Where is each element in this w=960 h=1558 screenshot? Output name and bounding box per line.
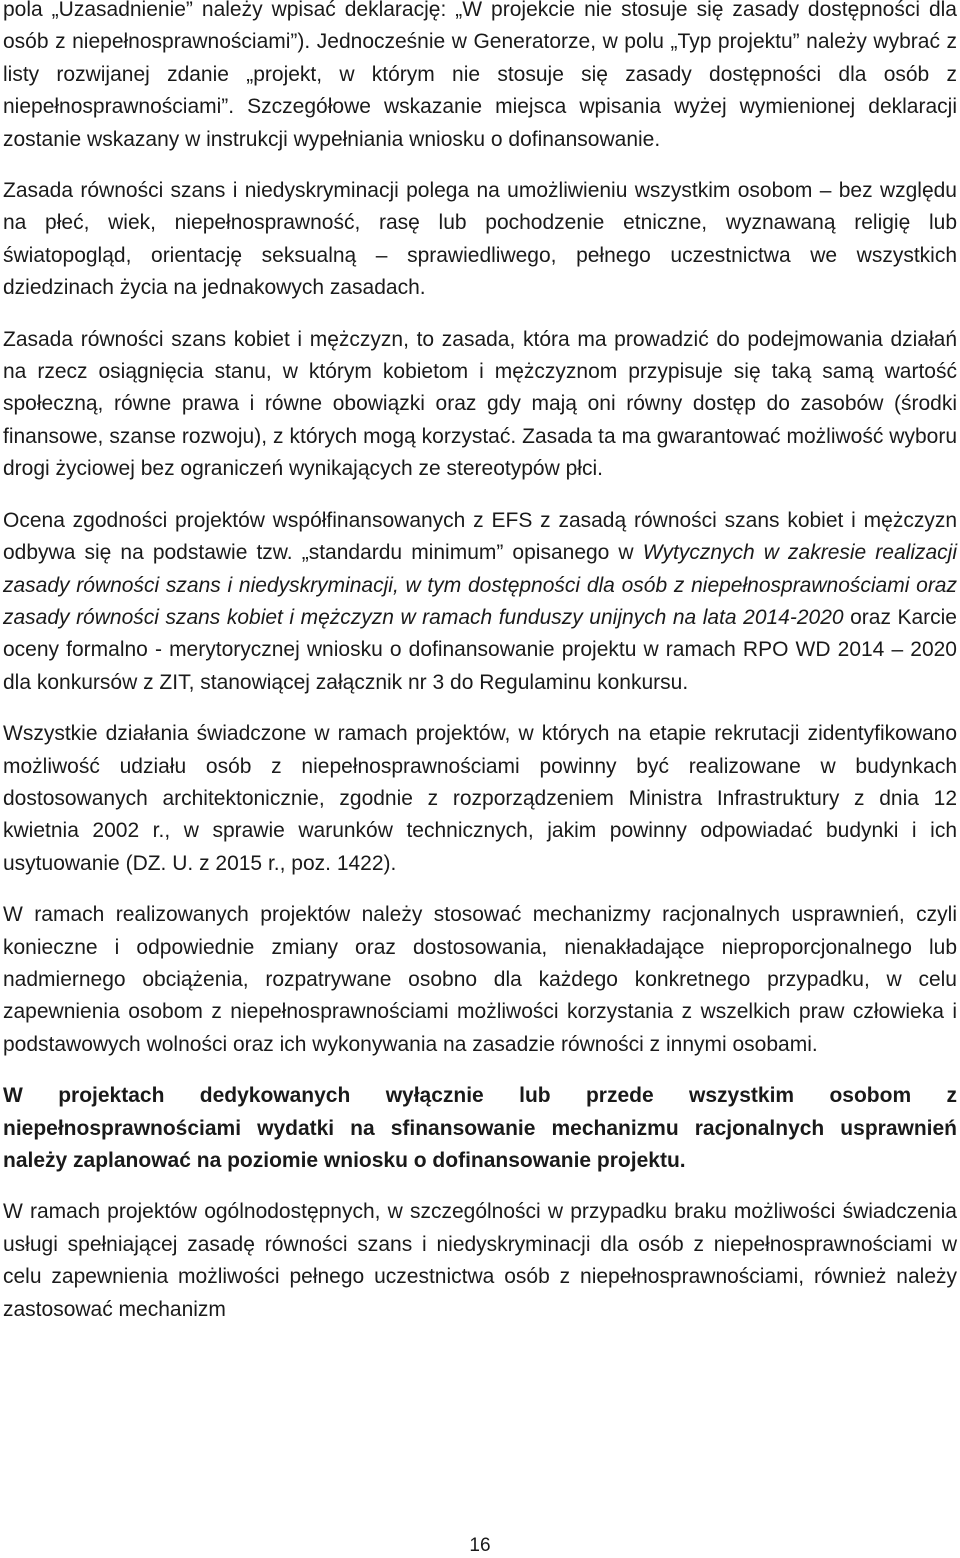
paragraph-text: oraz Karcie oceny formalno - merytorycznej wniosku o dofinansowanie projektu w ramach RPO WD 2014 – 2020 dla konkursów z ZIT, stanowiącej załącznik nr 3 do Regulaminu konkursu. xyxy=(3,605,957,694)
page-body xyxy=(3,0,957,1345)
paragraph-general-projects xyxy=(3,1196,957,1326)
paragraph-text: Zasada równości szans i niedyskryminacji polega na umożliwieniu wszystkim osobom – bez względu na płeć, wiek, niepełnosprawność, rasę lub pochodzenie etniczne, wyznawaną religię lub światopogląd, orientację seksualną – sprawiedliwego, pełnego uczestnictwa we wszystkich dziedzinach życia na jednakowych zasadach. xyxy=(3,179,957,300)
paragraph-text: W ramach realizowanych projektów należy stosować mechanizmy racjonalnych usprawnień, czyli konieczne i odpowiednie zmiany oraz dostosowania, nienakładające nieproporcjonalnego lub nadmiernego obciążenia, rozpatrywane osobno dla każdego konkretnego przypadku, w celu zapewnienia osobom z niepełnosprawnościami możliwości korzystania z wszelkich praw człowieka i podstawowych wolności oraz ich wykonywania na zasadzie równości z innymi osobami. xyxy=(3,903,957,1056)
paragraph-text: W projektach dedykowanych wyłącznie lub przede wszystkim osobom z niepełnosprawnościami wydatki na sfinansowanie mechanizmu racjonalnych usprawnień należy zaplanować na poziomie wniosku o dofinansowanie projektu. xyxy=(3,1084,957,1172)
paragraph-text: W ramach projektów ogólnodostępnych, w szczególności w przypadku braku możliwości świadczenia usługi spełniającej zasadę równości szans i niedyskryminacji dla osób z niepełnosprawnościami w celu zapewnienia możliwości pełnego uczestnictwa osób z niepełnosprawnościami, również należy zastosować mechanizm xyxy=(3,1200,957,1321)
paragraph-dedicated-projects xyxy=(3,1080,957,1177)
paragraph-gender-equality xyxy=(3,324,957,486)
paragraph-text: Wszystkie działania świadczone w ramach projektów, w których na etapie rekrutacji zidentyfikowano możliwość udziału osób z niepełnosprawnościami powinny być realizowane w budynkach dostosowanych architektonicznie, zgodnie z rozporządzeniem Ministra Infrastruktury z dnia 12 kwietnia 2002 r., w sprawie warunków technicznych, jakim powinny odpowiadać budynki i ich usytuowanie (DZ. U. z 2015 r., poz. 1422). xyxy=(3,722,957,875)
paragraph-equal-opportunities xyxy=(3,175,957,305)
guidelines-title: Wytycznych w zakresie realizacji zasady równości szans i niedyskryminacji, w tym dostępności dla osób z niepełnosprawnościami oraz zasady równości szans kobiet i mężczyzn w ramach funduszy unijnych na lata 2014-2020 xyxy=(3,541,957,629)
paragraph-text: Ocena zgodności projektów współfinansowanych z EFS z zasadą równości szans kobiet i mężczyzn odbywa się na podstawie tzw. „standardu minimum” opisanego w xyxy=(3,508,957,565)
paragraph-text: Zasada równości szans kobiet i mężczyzn, to zasada, która ma prowadzić do podejmowania działań na rzecz osiągnięcia stanu, w którym kobietom i mężczyznom przypisuje się taką samą wartość społeczną, równe prawa i równe obowiązki oraz gdy mają oni równy dostęp do zasobów (środki finansowe, szanse rozwoju), z których mogą korzystać. Zasada ta ma gwarantować możliwość wyboru drogi życiowej bez ograniczeń wynikających ze stereotypów płci. xyxy=(3,327,957,481)
paragraph-evaluation-standard xyxy=(3,505,957,699)
paragraph-accessibility-declaration xyxy=(3,0,957,156)
paragraph-text: pola „Uzasadnienie” należy wpisać deklarację: „W projekcie nie stosuje się zasady dostępności dla osób z niepełnosprawnościami”). Jednocześnie w Generatorze, w polu „Typ projektu” należy wybrać z listy rozwijanej zdanie „projekt, w którym nie stosuje się zasady dostępności dla osób z niepełnosprawnościami”. Szczegółowe wskazanie miejsca wpisania wyżej wymienionej deklaracji zostanie wskazany w instrukcji wypełniania wniosku o dofinansowanie. xyxy=(3,0,957,151)
paragraph-reasonable-accommodation xyxy=(3,899,957,1061)
paragraph-building-accessibility xyxy=(3,718,957,880)
page-number: 16 xyxy=(469,1535,491,1556)
